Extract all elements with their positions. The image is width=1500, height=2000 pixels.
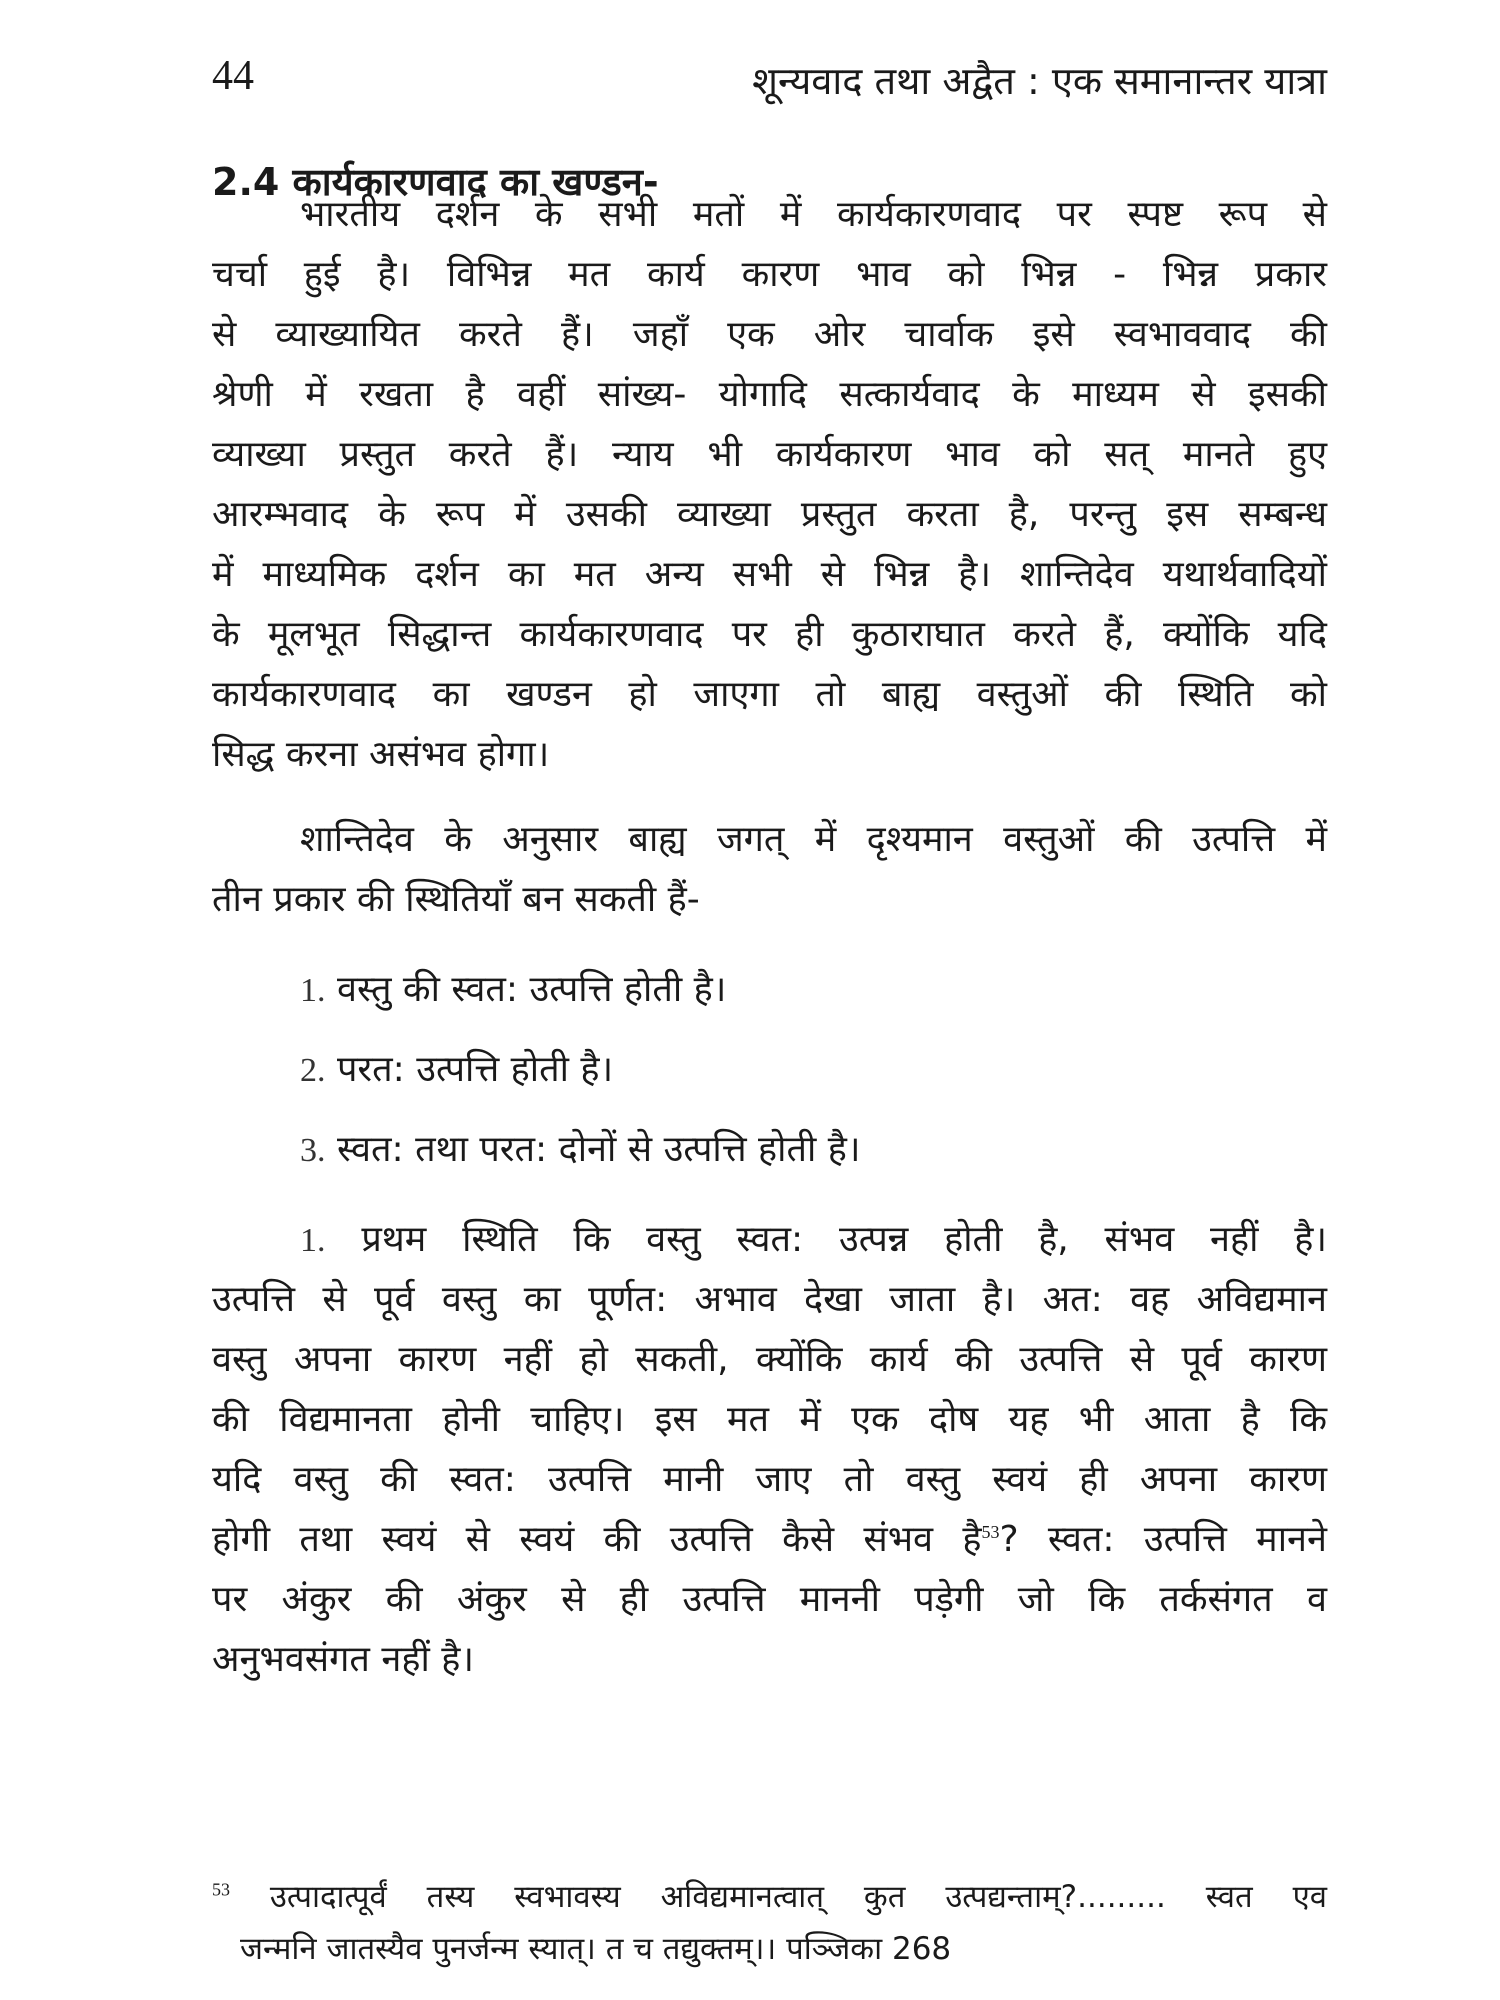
paragraph-1-line: भारतीय दर्शन के सभी मतों में कार्यकारणवाद पर स्पष्ट रूप से: [300, 194, 1327, 235]
running-title: शून्यवाद तथा अद्वैत : एक समानान्तर यात्रा: [752, 59, 1327, 103]
footnote-mark: 53: [212, 1879, 230, 1900]
paragraph-3-first-line: [300, 1210, 1327, 1270]
list-item-number: 3.: [300, 1132, 326, 1169]
paragraph-3-line: वस्तु अपना कारण नहीं हो सकती, क्योंकि कार्य की उत्पत्ति से पूर्व कारण: [212, 1339, 1327, 1380]
paragraph-3-text: होगी तथा स्वयं से स्वयं की उत्पत्ति कैसे संभव है: [212, 1519, 982, 1560]
paragraph-1-line: में माध्यमिक दर्शन का मत अन्य सभी से भिन्न है। शान्तिदेव यथार्थवादियों: [212, 554, 1327, 595]
paragraph-2-line: तीन प्रकार की स्थितियाँ बन सकती हैं-: [212, 879, 700, 920]
paragraph-1-line: से व्याख्यायित करते हैं। जहाँ एक ओर चार्वाक इसे स्वभाववाद की: [212, 314, 1327, 355]
paragraph-1-line: चर्चा हुई है। विभिन्न मत कार्य कारण भाव को भिन्न - भिन्न प्रकार: [212, 254, 1327, 295]
paragraph-3-number: 1.: [300, 1222, 326, 1259]
section-heading: 2.4 कार्यकारणवाद का खण्डन-: [212, 160, 659, 204]
list-item-number: 2.: [300, 1052, 326, 1089]
paragraph-2-line: शान्तिदेव के अनुसार बाह्य जगत् में दृश्यमान वस्तुओं की उत्पत्ति में: [300, 819, 1327, 860]
footnote-reference[interactable]: 53: [981, 1522, 1000, 1542]
list-item-text: वस्तु की स्वत: उत्पत्ति होती है।: [336, 969, 727, 1010]
paragraph-1-line: कार्यकारणवाद का खण्डन हो जाएगा तो बाह्य वस्तुओं की स्थिति को: [212, 674, 1327, 715]
paragraph-3-line: पर अंकुर की अंकुर से ही उत्पत्ति माननी पड़ेगी जो कि तर्कसंगत व: [212, 1579, 1327, 1620]
paragraph-1-line: सिद्ध करना असंभव होगा।: [212, 734, 550, 775]
paragraph-1-line: श्रेणी में रखता है वहीं सांख्य- योगादि सत्कार्यवाद के माध्यम से इसकी: [212, 374, 1327, 415]
list-item-text: परत: उत्पत्ति होती है।: [336, 1049, 614, 1090]
footnote-line: [212, 1872, 1327, 1922]
paragraph-3-line-with-footnote-ref: [212, 1510, 1327, 1570]
list-item: [300, 1120, 861, 1180]
paragraph-3-line: यदि वस्तु की स्वत: उत्पत्ति मानी जाए तो वस्तु स्वयं ही अपना कारण: [212, 1459, 1327, 1500]
running-head: [212, 52, 1327, 112]
list-item: [300, 960, 726, 1020]
paragraph-1-line: व्याख्या प्रस्तुत करते हैं। न्याय भी कार्यकारण भाव को सत् मानते हुए: [212, 434, 1327, 475]
list-item-number: 1.: [300, 972, 326, 1009]
paragraph-3-line: उत्पत्ति से पूर्व वस्तु का पूर्णत: अभाव देखा जाता है। अत: वह अविद्यमान: [212, 1279, 1327, 1320]
footnote-line: जन्मनि जातस्यैव पुनर्जन्म स्यात्। त च तद्युक्तम्।। पञ्जिका 268: [240, 1931, 952, 1967]
footnote-text: उत्पादात्पूर्वं तस्य स्वभावस्य अविद्यमानत्वात् कुत उत्पद्यन्ताम्?......... स्वत एव: [269, 1879, 1327, 1915]
paragraph-3-line: अनुभवसंगत नहीं है।: [212, 1639, 474, 1680]
paragraph-3-line: की विद्यमानता होनी चाहिए। इस मत में एक दोष यह भी आता है कि: [212, 1399, 1327, 1440]
page-number: 44: [212, 53, 254, 99]
list-item: [300, 1040, 613, 1100]
paragraph-1-line: आरम्भवाद के रूप में उसकी व्याख्या प्रस्तुत करता है, परन्तु इस सम्बन्ध: [212, 494, 1327, 535]
list-item-text: स्वत: तथा परत: दोनों से उत्पत्ति होती है।: [336, 1129, 861, 1170]
paragraph-1-line: के मूलभूत सिद्धान्त कार्यकारणवाद पर ही कुठाराघात करते हैं, क्योंकि यदि: [212, 614, 1327, 655]
paragraph-3-first-text: प्रथम स्थिति कि वस्तु स्वत: उत्पन्न होती है, संभव नहीं है।: [361, 1219, 1327, 1260]
paragraph-3-text: ? स्वत: उत्पत्ति मानने: [999, 1519, 1327, 1560]
